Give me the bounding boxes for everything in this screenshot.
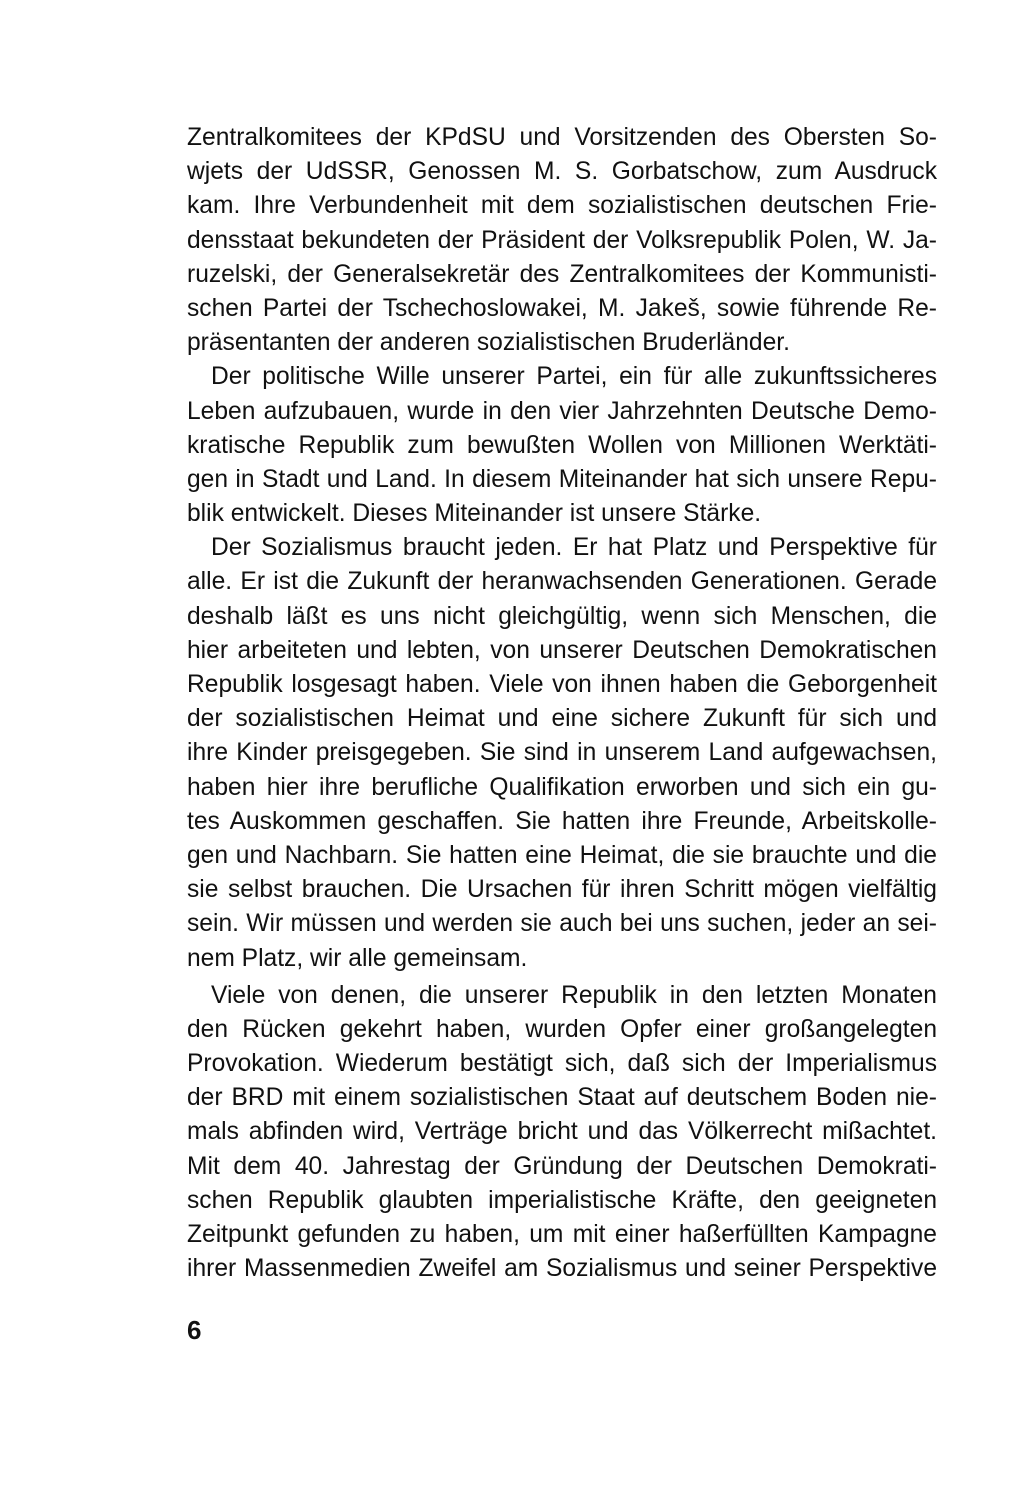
body-text — [187, 121, 937, 1286]
text-line: Der Sozialismus braucht jeden. Er hat Platz und Perspektive für — [211, 534, 937, 562]
text-line: sein. Wir müssen und werden sie auch bei uns suchen, jeder an sei- — [187, 910, 937, 938]
text-line: nem Platz, wir alle gemeinsam. — [187, 944, 528, 972]
text-line: wjets der UdSSR, Genossen M. S. Gorbatschow, zum Ausdruck — [187, 158, 937, 186]
text-line: gen in Stadt und Land. In diesem Miteinander hat sich unsere Repu- — [187, 465, 937, 493]
text-line: blik entwickelt. Dieses Miteinander ist unsere Stärke. — [187, 500, 762, 528]
paragraph-1 — [187, 121, 937, 360]
page-number: 6 — [187, 1315, 202, 1345]
text-line: tes Auskommen geschaffen. Sie hatten ihre Freunde, Arbeitskolle- — [187, 807, 937, 835]
text-line: densstaat bekundeten der Präsident der Volksrepublik Polen, W. Ja- — [187, 226, 937, 254]
text-line: Viele von denen, die unserer Republik in den letzten Monaten — [211, 981, 937, 1009]
text-line: den Rücken gekehrt haben, wurden Opfer einer großangelegten — [187, 1015, 937, 1043]
text-line: alle. Er ist die Zukunft der heranwachsenden Generationen. Gerade — [187, 568, 937, 596]
text-line: Provokation. Wiederum bestätigt sich, daß sich der Imperialismus — [187, 1050, 937, 1078]
text-line: kam. Ihre Verbundenheit mit dem sozialistischen deutschen Frie- — [187, 192, 937, 220]
text-line: Mit dem 40. Jahrestag der Gründung der Deutschen Demokrati- — [187, 1152, 937, 1180]
text-line: ruzelski, der Generalsekretär des Zentralkomitees der Kommunisti- — [187, 260, 937, 288]
paragraph-2 — [187, 360, 937, 531]
text-line: deshalb läßt es uns nicht gleichgültig, wenn sich Menschen, die — [187, 602, 937, 630]
text-line: Leben aufzubauen, wurde in den vier Jahrzehnten Deutsche Demo- — [187, 397, 937, 425]
paragraph-4 — [187, 979, 937, 1287]
text-line: kratische Republik zum bewußten Wollen von Millionen Werktäti- — [187, 431, 937, 459]
paragraph-3 — [187, 531, 937, 975]
text-line: Republik losgesagt haben. Viele von ihnen haben die Geborgenheit — [187, 671, 937, 698]
text-line: schen Partei der Tschechoslowakei, M. Jakeš, sowie führende Re- — [187, 294, 937, 322]
text-line: hier arbeiteten und lebten, von unserer Deutschen Demokratischen — [187, 636, 937, 664]
text-line: Zentralkomitees der KPdSU und Vorsitzenden des Obersten So- — [187, 124, 937, 151]
text-line: haben hier ihre berufliche Qualifikation erworben und sich ein gu- — [187, 773, 937, 801]
text-line: ihre Kinder preisgegeben. Sie sind in unserem Land aufgewachsen, — [187, 739, 937, 767]
text-line: präsentanten der anderen sozialistischen Bruderländer. — [187, 329, 790, 357]
text-line: ihrer Massenmedien Zweifel am Sozialismus und seiner Perspektive — [187, 1255, 937, 1283]
text-line: Zeitpunkt gefunden zu haben, um mit einer haßerfüllten Kampagne — [187, 1221, 937, 1248]
text-line: schen Republik glaubten imperialistische Kräfte, den geeigneten — [187, 1186, 937, 1214]
text-line: gen und Nachbarn. Sie hatten eine Heimat, die sie brauchte und die — [187, 841, 937, 869]
text-line: Der politische Wille unserer Partei, ein für alle zukunftssicheres — [211, 363, 937, 391]
text-line: mals abfinden wird, Verträge bricht und das Völkerrecht mißachtet. — [187, 1118, 937, 1146]
text-line: der BRD mit einem sozialistischen Staat auf deutschem Boden nie- — [187, 1084, 937, 1112]
text-line: der sozialistischen Heimat und eine sichere Zukunft für sich und — [187, 705, 937, 733]
text-line: sie selbst brauchen. Die Ursachen für ihren Schritt mögen vielfältig — [187, 876, 937, 904]
